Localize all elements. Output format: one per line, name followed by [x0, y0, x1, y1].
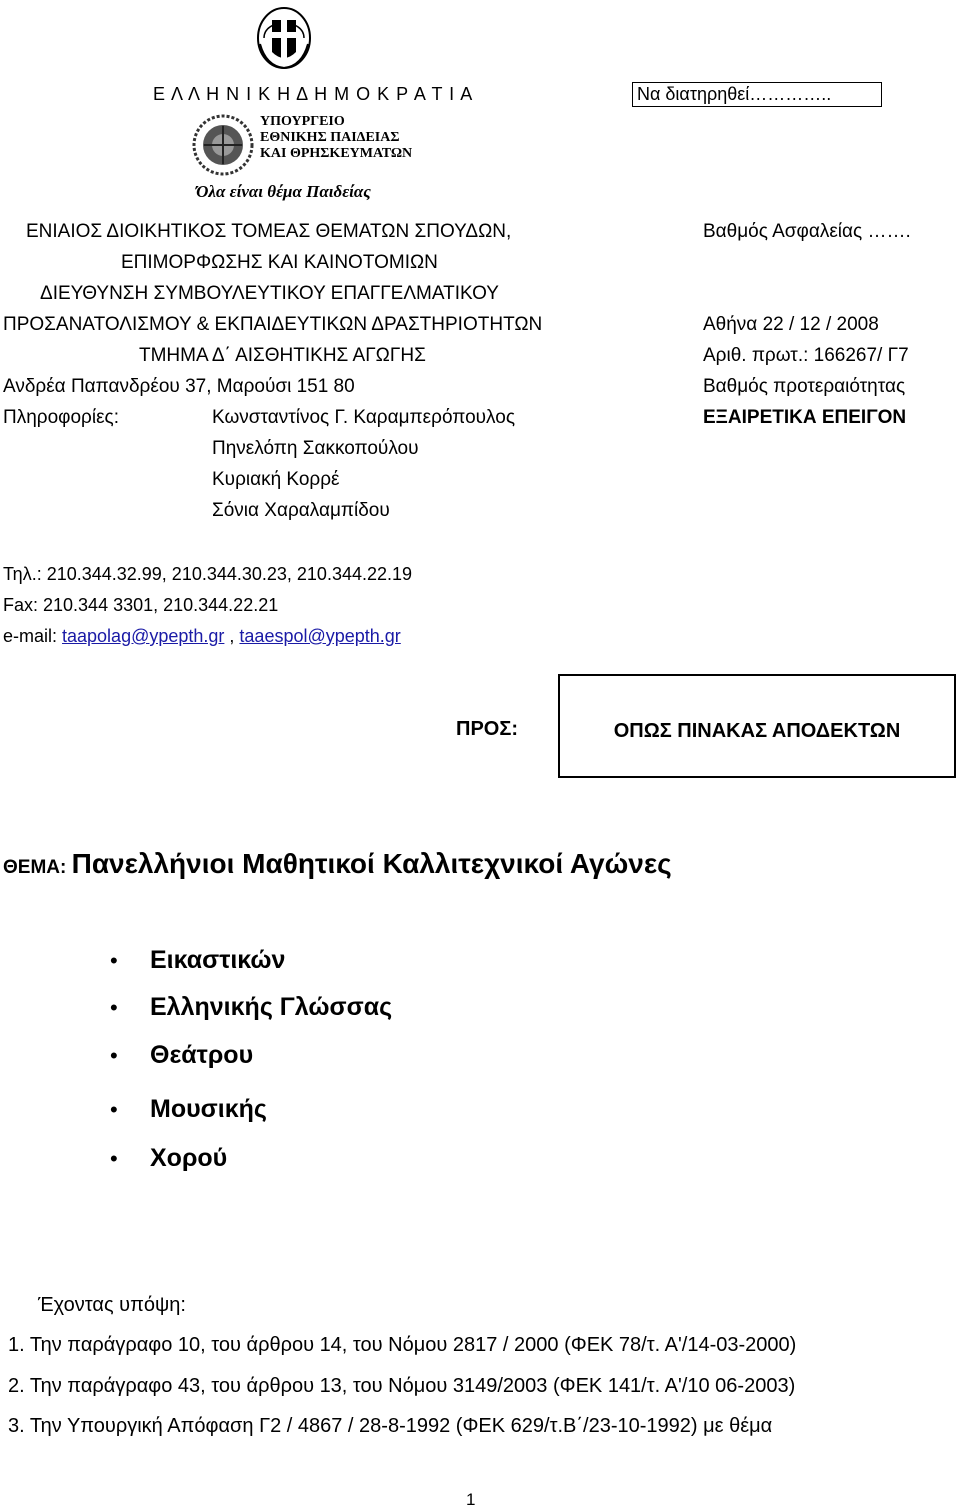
ministry-line: ΥΠΟΥΡΓΕΙΟ — [260, 114, 345, 129]
ministry-logo — [192, 112, 412, 207]
subject-text: Πανελλήνιοι Μαθητικοί Καλλιτεχνικοί Αγώνες — [71, 848, 672, 879]
sender-line: ΕΝΙΑΙΟΣ ΔΙΟΙΚΗΤΙΚΟΣ ΤΟΜΕΑΣ ΘΕΜΑΤΩΝ ΣΠΟΥΔΩΝ, — [26, 221, 512, 242]
sender-line: ΤΜΗΜΑ Δ΄ ΑΙΣΘΗΤΙΚΗΣ ΑΓΩΓΗΣ — [139, 345, 426, 366]
contact-person: Κωνσταντίνος Γ. Καραμπερόπουλος — [212, 407, 515, 428]
bullet-icon: • — [110, 1097, 118, 1122]
bullet-icon: • — [110, 1043, 118, 1068]
email-link-2[interactable]: taaespol@ypepth.gr — [239, 626, 401, 646]
reference-item: 1. Την παράγραφο 10, του άρθρου 14, του Νόμου 2817 / 2000 (ΦΕΚ 78/τ. Α'/14-03-2000) — [8, 1334, 797, 1356]
reference-item: 3. Την Υπουργική Απόφαση Γ2 / 4867 / 28-8-1992 (ΦΕΚ 629/τ.Β΄/23-10-1992) με θέμα — [8, 1415, 773, 1437]
ministry-seal-icon — [192, 112, 254, 178]
ministry-line: ΚΑΙ ΘΡΗΣΚΕΥΜΑΤΩΝ — [260, 146, 413, 161]
recipient-label: ΠΡΟΣ: — [456, 718, 519, 740]
contact-person: Πηνελόπη Σακκοπούλου — [212, 438, 419, 459]
ministry-slogan: Όλα είναι θέμα Παιδείας — [196, 182, 371, 201]
subject-label: ΘΕΜΑ: — [3, 857, 67, 878]
subject-item: Μουσικής — [150, 1095, 267, 1123]
bullet-icon: • — [110, 948, 118, 973]
subject-line — [3, 848, 672, 880]
sender-line: ΠΡΟΣΑΝΑΤΟΛΙΣΜΟΥ & ΕΚΠΑΙΔΕΥΤΙΚΩΝ ΔΡΑΣΤΗΡΙΟΤΗΤΩΝ — [3, 314, 543, 335]
fax-line: Fax: 210.344 3301, 210.344.22.21 — [3, 595, 279, 615]
info-label: Πληροφορίες: — [3, 407, 119, 428]
coat-of-arms-emblem — [256, 4, 312, 70]
sender-address: Ανδρέα Παπανδρέου 37, Μαρούσι 151 80 — [3, 376, 355, 397]
priority-value: ΕΞΑΙΡΕΤΙΚΑ ΕΠΕΙΓΟΝ — [703, 407, 907, 428]
sender-line: ΕΠΙΜΟΡΦΩΣΗΣ ΚΑΙ ΚΑΙΝΟΤΟΜΙΩΝ — [121, 252, 438, 273]
subject-item: Θεάτρου — [150, 1041, 254, 1069]
contact-person: Κυριακή Κορρέ — [212, 469, 340, 490]
email-label: e-mail: — [3, 626, 63, 646]
phone-line: Τηλ.: 210.344.32.99, 210.344.30.23, 210.344.22.19 — [3, 564, 413, 584]
subject-item: Χορού — [150, 1144, 228, 1172]
country-heading: Ε Λ Λ Η Ν Ι Κ Η Δ Η Μ Ο Κ Ρ Α Τ Ι Α — [153, 84, 474, 104]
contact-person: Σόνια Χαραλαμπίδου — [212, 500, 390, 521]
subject-item: Ελληνικής Γλώσσας — [150, 993, 393, 1021]
page-number: 1 — [466, 1490, 476, 1509]
reference-item: 2. Την παράγραφο 43, του άρθρου 13, του Νόμου 3149/2003 (ΦΕΚ 141/τ. Α'/10 06-2003) — [8, 1375, 796, 1397]
security-level: Βαθμός Ασφαλείας ……. — [703, 221, 911, 242]
email-line — [3, 626, 401, 647]
bullet-icon: • — [110, 995, 118, 1020]
protocol-number: Αριθ. πρωτ.: 166267/ Γ7 — [703, 345, 909, 366]
subject-item: Εικαστικών — [150, 946, 286, 974]
email-link-1[interactable]: taapolag@ypepth.gr — [62, 626, 225, 646]
bullet-icon: • — [110, 1146, 118, 1171]
retain-box: Να διατηρηθεί………….. — [632, 82, 882, 107]
document-date: Αθήνα 22 / 12 / 2008 — [703, 314, 879, 335]
email-separator: , — [224, 626, 240, 646]
sender-line: ΔΙΕΥΘΥΝΣΗ ΣΥΜΒΟΥΛΕΥΤΙΚΟΥ ΕΠΑΓΓΕΛΜΑΤΙΚΟΥ — [40, 283, 499, 304]
priority-label: Βαθμός προτεραιότητας — [703, 376, 906, 397]
considering-label: Έχοντας υπόψη: — [38, 1294, 186, 1316]
recipient-box — [558, 674, 956, 778]
ministry-line: ΕΘΝΙΚΗΣ ΠΑΙΔΕΙΑΣ — [260, 130, 400, 145]
recipient-value: ΟΠΩΣ ΠΙΝΑΚΑΣ ΑΠΟΔΕΚΤΩΝ — [613, 720, 901, 742]
